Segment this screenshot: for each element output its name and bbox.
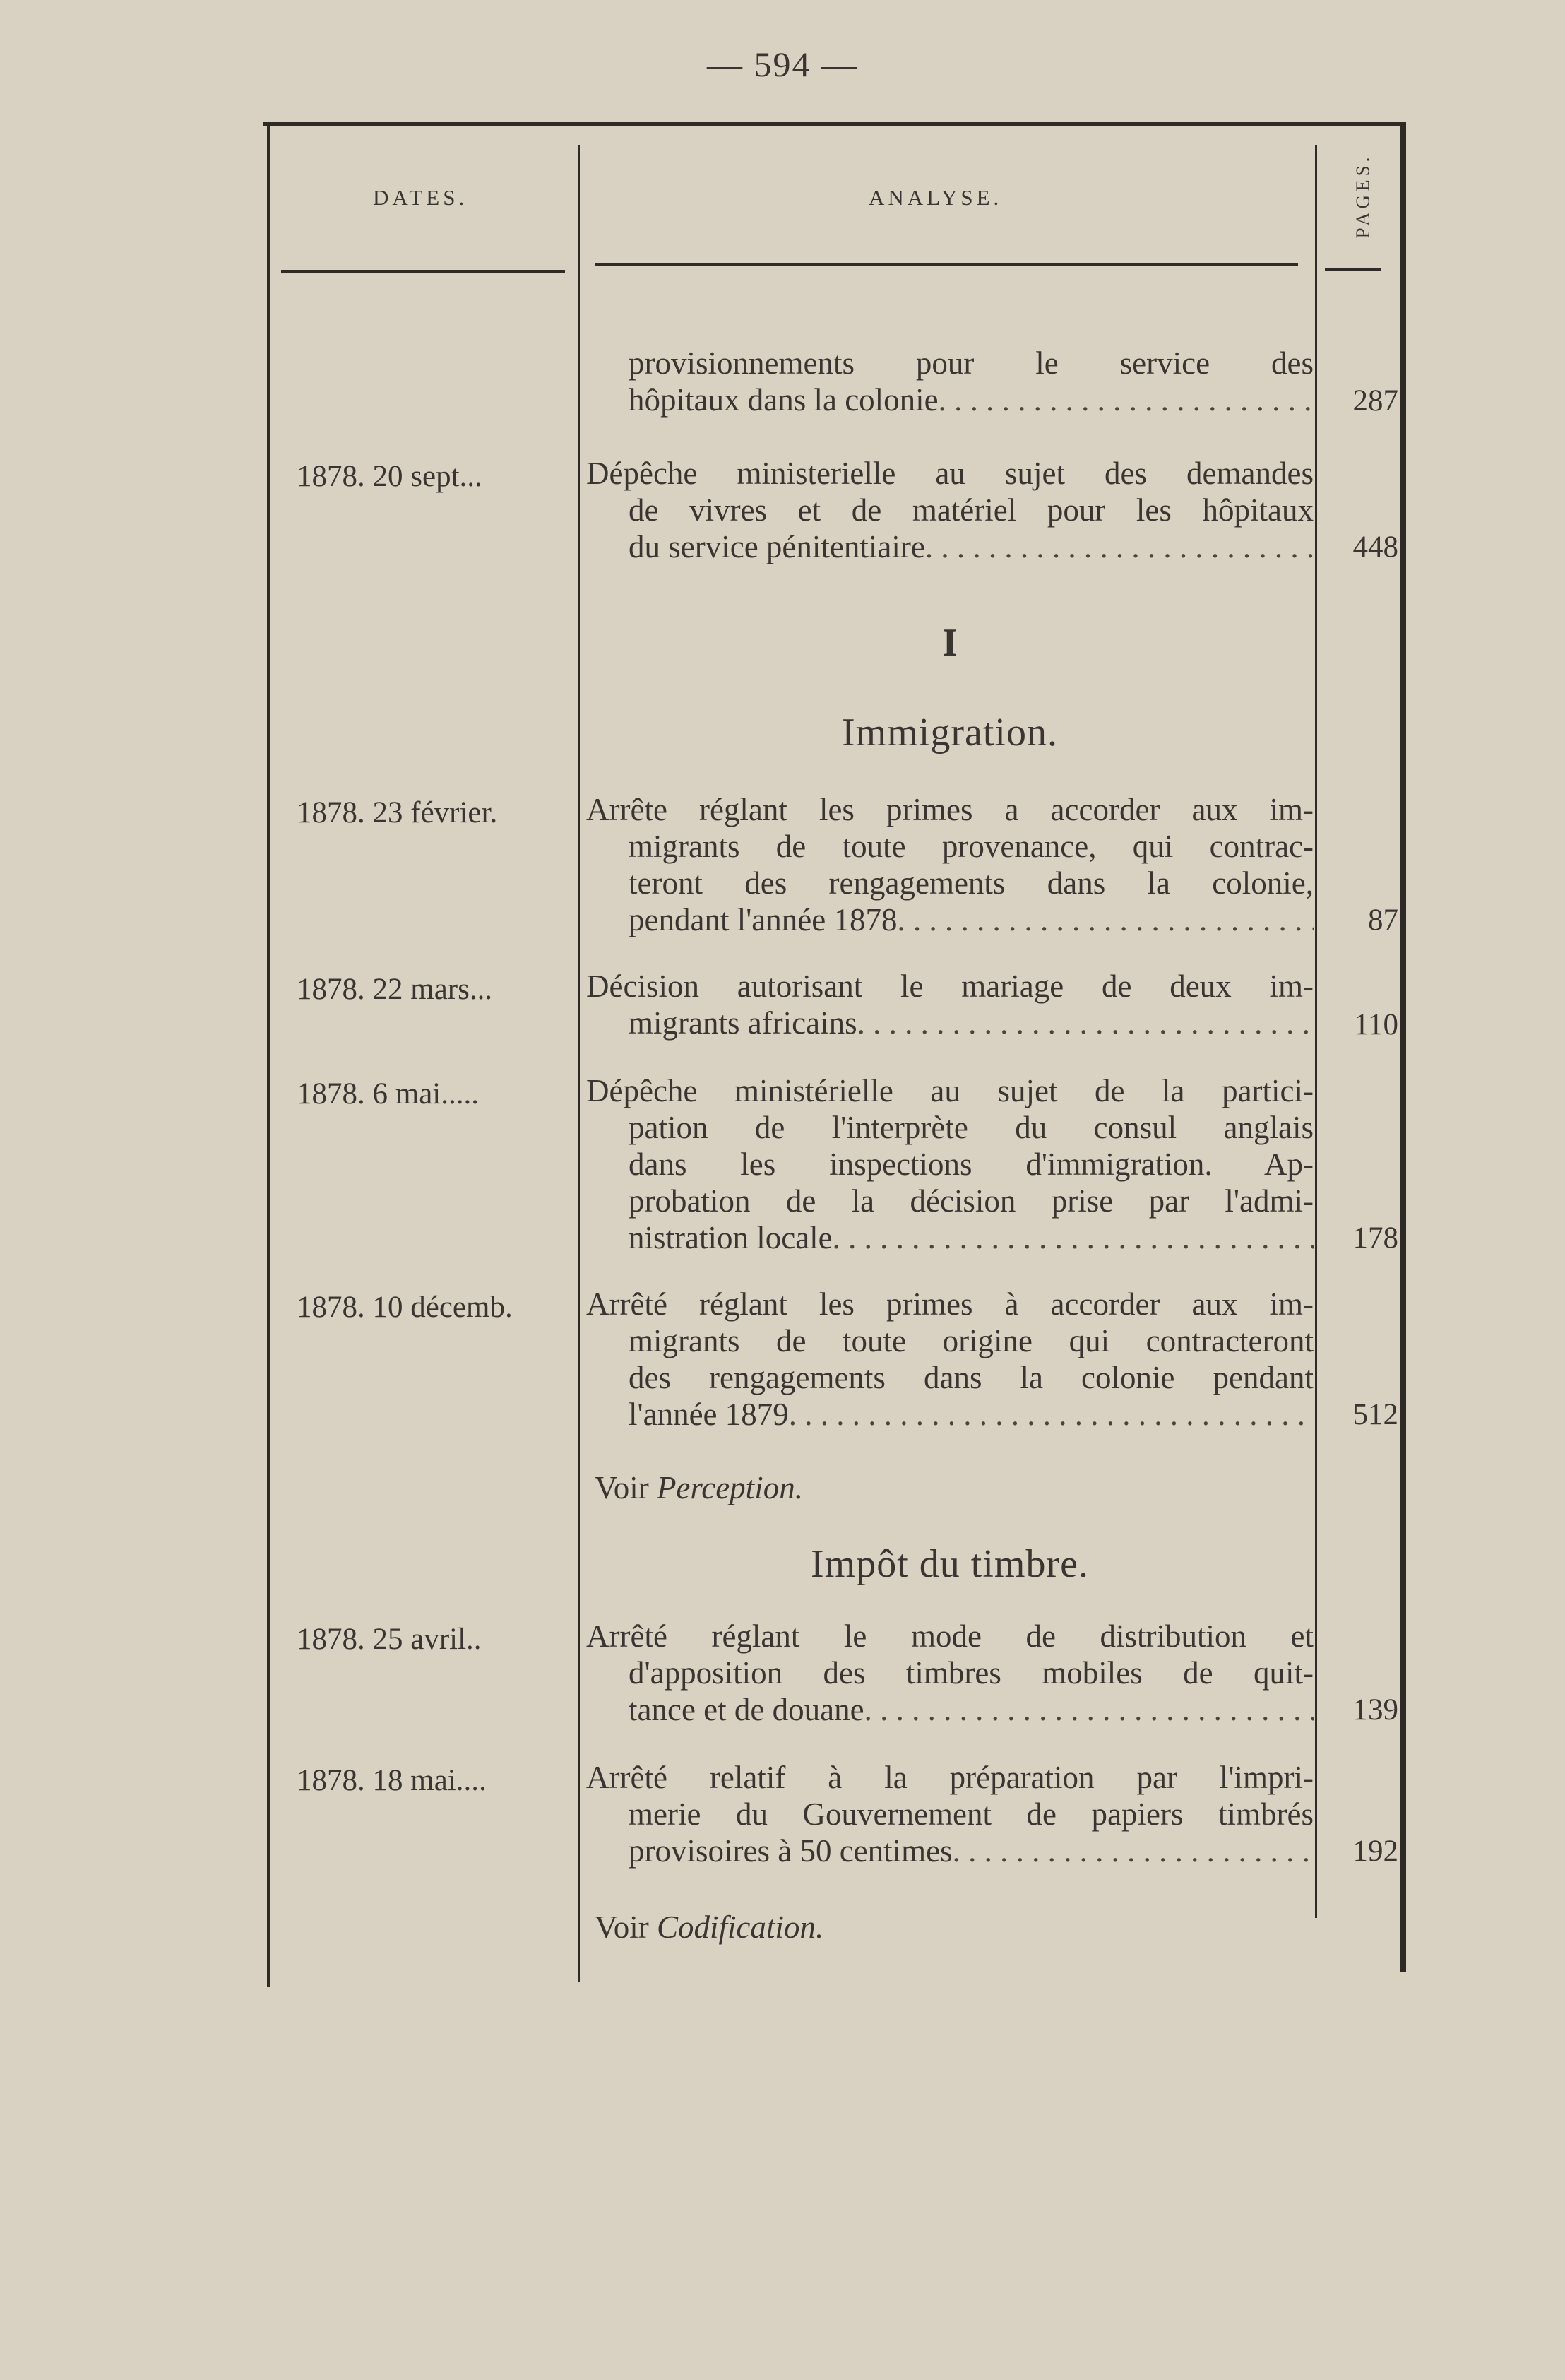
dates-column-rule	[578, 145, 580, 1982]
table-top-rule	[263, 122, 1401, 126]
entry-line-text: provisoires à 50 centimes	[629, 1833, 953, 1869]
entry-date: 1878. 23 février.	[297, 796, 498, 829]
table-right-rule	[1400, 122, 1406, 1972]
entry-line: teront des rengagements dans la colonie,	[629, 865, 1314, 901]
list-item	[586, 1618, 1314, 1728]
header-rule-analyse	[595, 263, 1298, 266]
list-item	[586, 455, 1314, 565]
header-rule-pages	[1325, 268, 1381, 271]
leader-dots	[925, 528, 1314, 565]
entry-line-dotted	[586, 1396, 1314, 1433]
entry-line-text: du service pénitentiaire	[629, 529, 925, 564]
entry-line: Arrêté réglant le mode de distribution et	[586, 1618, 1314, 1654]
entry-date: 1878. 20 sept...	[297, 460, 482, 493]
entry-line-text: pendant l'année 1878	[629, 902, 898, 937]
see-also-ref: Perception.	[656, 1470, 803, 1505]
page-ref: 512	[1352, 1398, 1398, 1431]
section-title: Impôt du timbre.	[811, 1542, 1089, 1586]
pages-column-rule	[1315, 145, 1317, 1918]
page-ref: 139	[1352, 1693, 1398, 1727]
entry-line: Arrête réglant les primes a accorder aux im-	[586, 792, 1314, 827]
entry-date: 1878. 18 mai....	[297, 1764, 487, 1797]
entry-line-dotted	[586, 1691, 1314, 1728]
section-title: Immigration.	[842, 711, 1058, 754]
leader-dots	[857, 1005, 1314, 1041]
page-ref: 192	[1352, 1835, 1398, 1868]
entry-line-text: migrants africains	[629, 1005, 857, 1041]
table-left-rule	[267, 122, 270, 1987]
page-ref: 287	[1352, 384, 1398, 418]
see-also-prefix: Voir	[595, 1910, 649, 1945]
header-pages: PAGES.	[1352, 153, 1374, 239]
entry-line: probation de la décision prise par l'admi-	[629, 1183, 1314, 1219]
leader-dots	[789, 1396, 1314, 1433]
page-number: — 594 —	[707, 45, 858, 84]
leader-dots	[864, 1691, 1314, 1728]
entry-date: 1878. 6 mai.....	[297, 1077, 479, 1111]
entry-line-dotted	[586, 1219, 1314, 1256]
entry-line-dotted	[586, 1005, 1314, 1041]
entry-line-dotted	[586, 381, 1314, 418]
see-also	[595, 1469, 803, 1506]
continuation-entry	[586, 345, 1314, 418]
page-ref: 87	[1368, 904, 1398, 937]
list-item	[586, 1072, 1314, 1256]
entry-date: 1878. 25 avril..	[297, 1623, 482, 1656]
entry-line: merie du Gouvernement de papiers timbrés	[629, 1796, 1314, 1832]
entry-line: Dépêche ministerielle au sujet des demandes	[586, 456, 1314, 491]
entry-line-text: hôpitaux dans la colonie	[629, 382, 939, 418]
entry-date: 1878. 10 décemb.	[297, 1291, 513, 1324]
entry-line-dotted	[586, 1833, 1314, 1869]
entry-line: provisionnements pour le service des	[629, 345, 1314, 381]
header-dates: DATES.	[373, 185, 468, 210]
entry-line-dotted	[586, 528, 1314, 565]
leader-dots	[953, 1833, 1314, 1869]
see-also-prefix: Voir	[595, 1470, 649, 1505]
entry-line: pation de l'interprète du consul anglais	[629, 1110, 1314, 1145]
list-item	[586, 1286, 1314, 1433]
entry-line: d'apposition des timbres mobiles de quit-	[629, 1655, 1314, 1691]
leader-dots	[833, 1219, 1314, 1256]
see-also	[595, 1909, 823, 1946]
entry-line: de vivres et de matériel pour les hôpitaux	[629, 492, 1314, 528]
page-ref: 448	[1352, 531, 1398, 564]
section-letter: I	[942, 621, 958, 665]
entry-line: migrants de toute origine qui contracteront	[629, 1323, 1314, 1358]
header-rule-dates	[281, 270, 565, 273]
entry-line: des rengagements dans la colonie pendant	[629, 1360, 1314, 1395]
entry-date: 1878. 22 mars...	[297, 973, 493, 1006]
entry-line-dotted	[586, 901, 1314, 938]
entry-line: dans les inspections d'immigration. Ap-	[629, 1147, 1314, 1182]
header-analyse: ANALYSE.	[869, 185, 1003, 210]
entry-line-text: l'année 1879	[629, 1397, 789, 1432]
see-also-ref: Codification.	[656, 1910, 824, 1945]
page-ref: 110	[1354, 1008, 1398, 1041]
list-item	[586, 968, 1314, 1041]
entry-line: Décision autorisant le mariage de deux im-	[586, 969, 1314, 1004]
list-item	[586, 791, 1314, 938]
page-ref: 178	[1352, 1221, 1398, 1255]
entry-line: Arrêté relatif à la préparation par l'impri-	[586, 1760, 1314, 1795]
list-item	[586, 1759, 1314, 1869]
entry-line-text: nistration locale	[629, 1220, 833, 1255]
entry-line: Arrêté réglant les primes à accorder aux im-	[586, 1286, 1314, 1322]
entry-line: migrants de toute provenance, qui contrac-	[629, 829, 1314, 864]
entry-line-text: tance et de douane	[629, 1692, 864, 1727]
leader-dots	[897, 901, 1314, 938]
leader-dots	[939, 381, 1314, 418]
entry-line: Dépêche ministérielle au sujet de la partici-	[586, 1073, 1314, 1108]
